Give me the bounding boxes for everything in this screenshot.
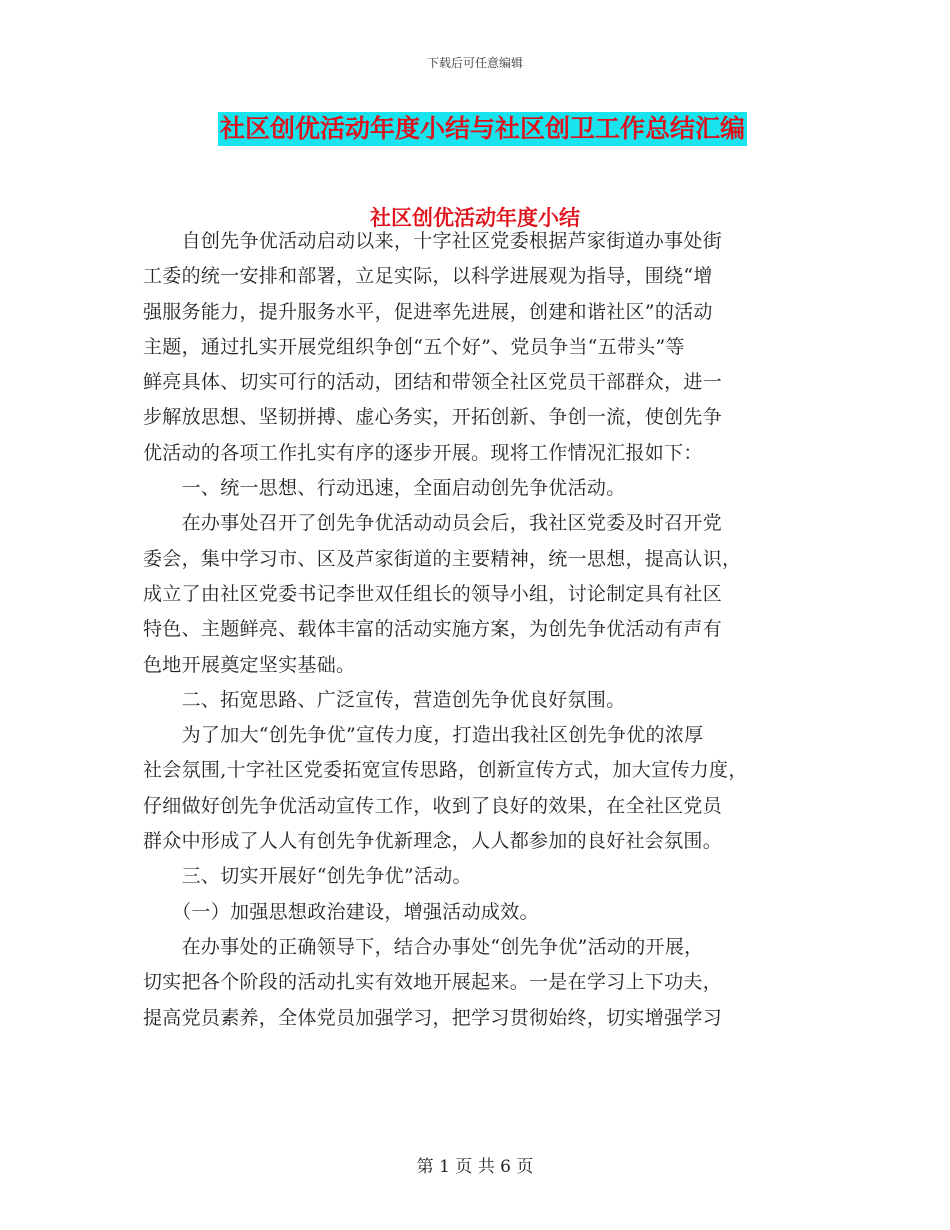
text-line: 成立了由社区党委书记李世双任组长的领导小组，讨论制定具有社区 [143, 582, 723, 605]
text-line: 在办事处的正确领导下，结合办事处“创先争优”活动的开展， [143, 935, 704, 958]
text-line: 社会氛围,十字社区党委拓宽宣传思路，创新宣传方式，加大宣传力度， [143, 759, 748, 782]
text-line: 优活动的各项工作扎实有序的逐步开展。现将工作情况汇报如下： [143, 441, 703, 464]
text-line: 切实把各个阶段的活动扎实有效地开展起来。一是在学习上下功夫， [143, 971, 723, 994]
document-title: 社区创优活动年度小结与社区创卫工作总结汇编 [218, 112, 747, 146]
text-line: 步解放思想、坚韧拼搏、虚心务实，开拓创新、争创一流，使创先争 [143, 406, 723, 429]
text-line: 自创先争优活动启动以来，十字社区党委根据芦家街道办事处街 [143, 230, 723, 252]
section-title: 社区创优活动年度小结 [370, 205, 580, 230]
text-line: 仔细做好创先争优活动宣传工作，收到了良好的效果，在全社区党员 [143, 794, 723, 817]
subheading-line: （一）加强思想政治建设，增强活动成效。 [143, 900, 539, 923]
text-line: 强服务能力，提升服务水平，促进率先进展，创建和谐社区”的活动 [143, 300, 713, 323]
heading-line: 二、拓宽思路、广泛宣传，营造创先争优良好氛围。 [143, 688, 626, 711]
text-line: 主题，通过扎实开展党组织争创“五个好”、党员争当“五带头”等 [143, 335, 685, 358]
text-line: 在办事处召开了创先争优活动动员会后，我社区党委及时召开党 [143, 512, 723, 535]
heading-line: 三、切实开展好“创先争优”活动。 [143, 865, 472, 888]
body-text [143, 224, 823, 1036]
text-line: 提高党员素养，全体党员加强学习，把学习贯彻始终，切实增强学习 [143, 1006, 723, 1029]
text-line: 工委的统一安排和部署，立足实际，以科学进展观为指导，围绕“增 [143, 265, 713, 288]
heading-line: 一、统一思想、行动迅速，全面启动创先争优活动。 [143, 477, 626, 500]
text-line: 委会，集中学习市、区及芦家街道的主要精神，统一思想，提高认识， [143, 547, 742, 570]
page-number: 第 1 页 共 6 页 [416, 1157, 534, 1177]
text-line: 群众中形成了人人有创先争优新理念，人人都参加的良好社会氛围。 [143, 830, 723, 853]
text-line: 色地开展奠定坚实基础。 [143, 653, 356, 676]
text-line: 鲜亮具体、切实可行的活动，团结和带领全社区党员干部群众，进一 [143, 371, 723, 394]
text-line: 特色、主题鲜亮、载体丰富的活动实施方案，为创先争优活动有声有 [143, 618, 723, 641]
header-note: 下载后可任意编辑 [426, 56, 523, 70]
text-line: 为了加大“创先争优”宣传力度，打造出我社区创先争优的浓厚 [143, 724, 704, 747]
